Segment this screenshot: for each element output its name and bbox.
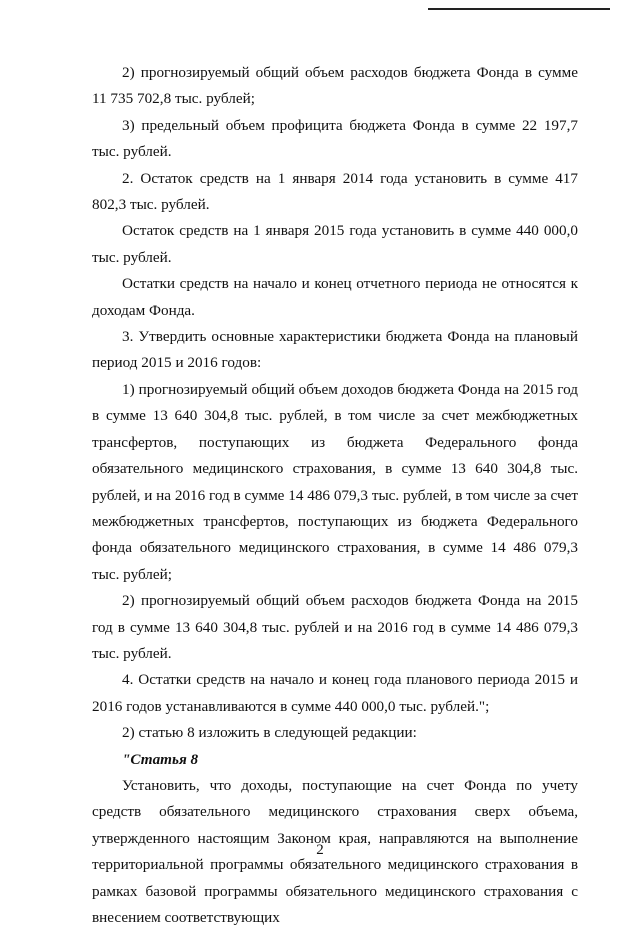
paragraph-expenses-planning: 2) прогнозируемый общий объем расходов бюджета Фонда на 2015 год в сумме 13 640 304,8 тыс. рублей и на 2016 год в сумме 14 486 079,3 тыс. рублей.: [92, 592, 578, 662]
paragraph-article-8-text: Установить, что доходы, поступающие на счет Фонда по учету средств обязательного медицинского страхования сверх объема, утвержденного настоящим Законом края, направляются на выполнение территориальной программы обязательного медицинского страхования в рамках базовой программы обязательного медицинского страхования с внесением соответствующих: [92, 776, 578, 926]
paragraph-balances-note: Остатки средств на начало и конец отчетного периода не относятся к доходам Фонда.: [92, 275, 578, 319]
article-8-heading: "Статья 8: [122, 750, 199, 768]
paragraph-planning-period: 3. Утвердить основные характеристики бюджета Фонда на плановый период 2015 и 2016 годов:: [92, 328, 578, 372]
paragraph-surplus-limit: 3) предельный объем профицита бюджета Фонда в сумме 22 197,7 тыс. рублей.: [92, 116, 578, 161]
paragraph-article-8-intro: 2) статью 8 изложить в следующей редакции:: [122, 724, 417, 742]
page-number: 2: [316, 842, 324, 858]
document-page: [92, 60, 578, 931]
paragraph-revenue-forecast: 1) прогнозируемый общий объем доходов бюджета Фонда на 2015 год в сумме 13 640 304,8 тыс. рублей, в том числе за счет межбюджетных трансфертов, поступающих из бюджета Федерального фонда обязательного медицинского страхования, в сумме 13 640 304,8 тыс. рублей, и на 2016 год в сумме 14 486 079,3 тыс. рублей, в том числе за счет межбюджетных трансфертов, поступающих из бюджета Федерального фонда обязательного медицинского страхования, в сумме 14 486 079,3 тыс. рублей;: [92, 380, 578, 583]
paragraph-balance-2015: Остаток средств на 1 января 2015 года установить в сумме 440 000,0 тыс. рублей.: [92, 222, 578, 266]
paragraph-balance-2014: 2. Остаток средств на 1 января 2014 года установить в сумме 417 802,3 тыс. рублей.: [92, 169, 578, 214]
paragraph-expenses-forecast: 2) прогнозируемый общий объем расходов бюджета Фонда в сумме 11 735 702,8 тыс. рублей;: [92, 64, 578, 108]
top-rule: [428, 8, 610, 10]
paragraph-balances-planning: 4. Остатки средств на начало и конец года планового периода 2015 и 2016 годов устанавливаются в сумме 440 000,0 тыс. рублей.";: [92, 671, 578, 715]
